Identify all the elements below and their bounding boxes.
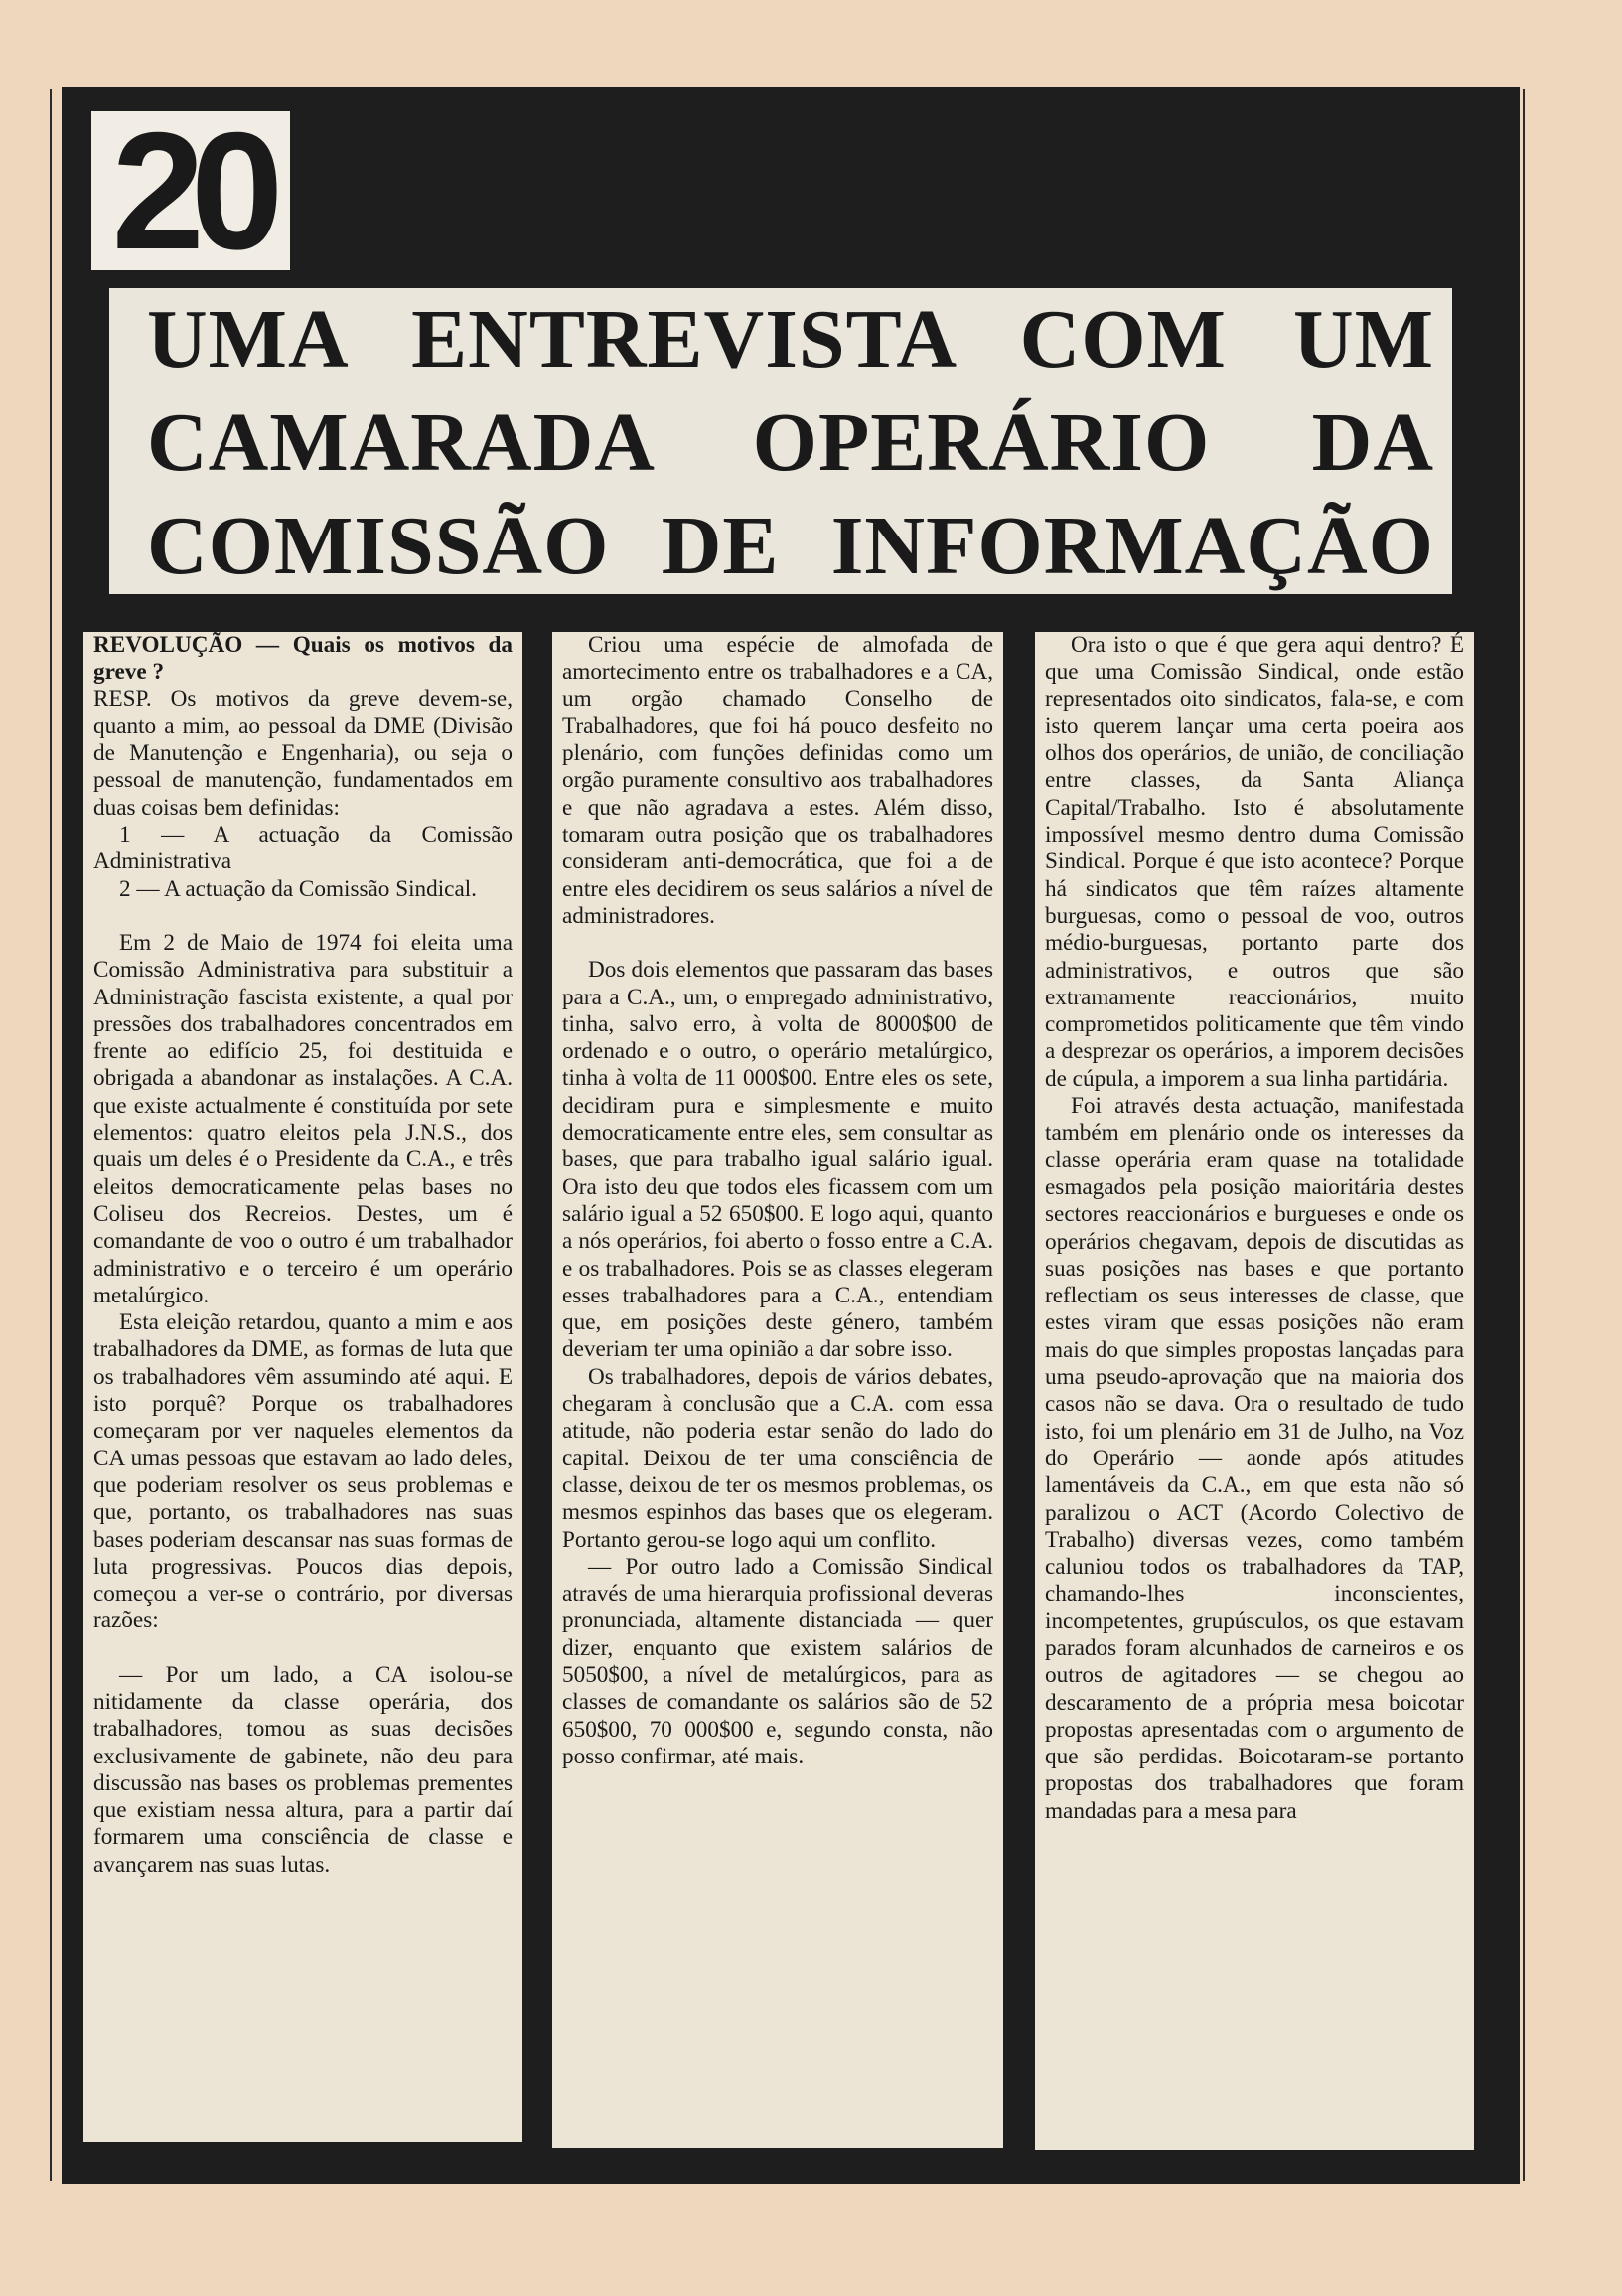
interview-question: REVOLUÇÃO — Quais os motivos da greve ? xyxy=(93,632,513,686)
headline-line-1: UMA ENTREVISTA COM UM xyxy=(147,293,1434,385)
paragraph: Esta eleição retardou, quanto a mim e aos trabalhadores da DME, as formas de luta que os trabalhadores vêm assumindo até aqui. E isto porquê? Porque os trabalhadores começaram por ver naqueles elementos da CA umas pessoas que estavam ao lado deles, que poderiam resolver os seus problemas e que, portanto, os trabalhadores nas suas bases poderiam descansar nas suas formas de luta progressivas. Poucos dias depois, começou a ver-se o contrário, por diversas razões: xyxy=(93,1309,513,1634)
left-margin-rule xyxy=(50,89,52,2181)
paragraph: Foi através desta actuação, manifestada também em plenário onde os interesses da classe operária eram quase na totalidade esmagados pela posição maioritária destes sectores reaccionários e burgueses e onde os operários chegavam, depois de discutidas as suas posições nas bases e que portanto reflectiam os seus interesses de classe, que estes viram que essas posições não eram mais do que simples propostas lançadas para uma pseudo-aprovação que na maioria dos casos não se dava. Ora o resultado de tudo isto, foi um plenário em 31 de Julho, na Voz do Operário — aonde após atitudes lamentáveis da C.A., em que esta não só paralizou o ACT (Acordo Colectivo de Trabalho) diversas vezes, como também caluniou todos os trabalhadores da TAP, chamando-lhes inconscientes, incompetentes, grupúsculos, os que estavam parados foram alcunhados de carneiros e os outros de agitadores — se chegou ao descaramento de a própria mesa boicotar propostas apresentadas com o argumento de que são perdidas. Boicotaram-se portanto propostas dos trabalhadores que foram mandadas para a mesa para xyxy=(1045,1093,1464,1824)
paragraph: Dos dois elementos que passaram das bases para a C.A., um, o empregado administrativo, tinha, salvo erro, à volta de 8000$00 de ordenado e o outro, o operário metalúrgico, tinha à volta de 11 000$00. Entre eles os sete, decidiram pura e simplesmente e muito democraticamente entre eles, sem consultar as bases, que para trabalho igual salário igual. Ora isto deu que todos eles ficassem com um salário igual a 52 650$00. E logo aqui, quanto a nós operários, foi aberto o fosso entre a C.A. e os trabalhadores. Pois se as classes elegeram esses trabalhadores para a C.A., entendiam que, em posições deste género, também deveriam ter uma opinião a dar sobre isso. xyxy=(562,957,993,1363)
headline-line-3: COMISSÃO DE INFORMAÇÃO xyxy=(147,500,1434,592)
paragraph: Ora isto o que é que gera aqui dentro? É que uma Comissão Sindical, onde estão representados oito sindicatos, fala-se, e com isto querem lançar uma certa poeira aos olhos dos operários, de união, de conciliação entre classes, da Santa Aliança Capital/Trabalho. Isto é absolutamente impossível mesmo dentro duma Comissão Sindical. Porque é que isto acontece? Porque há sindicatos que têm raízes altamente burguesas, como o pessoal de voo, outros médio-burguesas, portanto parte dos administrativos, e outros que são extramamente reaccionários, muito comprometidos politicamente que têm vindo a desprezar os operários, a imporem decisões de cúpula, a imporem a sua linha partidária. xyxy=(1045,632,1464,1092)
headline xyxy=(109,288,1452,594)
paragraph: Criou uma espécie de almofada de amortecimento entre os trabalhadores e a CA, um orgão chamado Conselho de Trabalhadores, que foi há pouco desfeito no plenário, com funções definidas como um orgão puramente consultivo aos trabalhadores e que não agradava a estes. Além disso, tomaram outra posição que os trabalhadores consideram anti-democrática, que foi a de entre eles decidirem os seus salários a nível de administradores. xyxy=(562,632,993,929)
list-item-2: 2 — A actuação da Comissão Sindical. xyxy=(119,875,477,902)
paragraph: — Por um lado, a CA isolou-se nitidamente da classe operária, dos trabalhadores, tomou as suas decisões exclusivamente de gabinete, não deu para discussão nas bases os problemas prementes que existiam nessa altura, para a partir daí formarem uma consciência de classe e avançarem nas suas lutas. xyxy=(93,1661,513,1878)
paragraph: Em 2 de Maio de 1974 foi eleita uma Comissão Administrativa para substituir a Administração fascista existente, a qual por pressões dos trabalhadores concentrados em frente ao edifício 25, foi destituida e obrigada a abandonar as instalações. A C.A. que existe actualmente é constituída por sete elementos: quatro eleitos pela J.N.S., dos quais um deles é o Presidente da C.A., e três eleitos democraticamente pelas bases no Coliseu dos Recreios. Destes, um é comandante de voo o outro é um trabalhador administrativo e o terceiro é um operário metalúrgico. xyxy=(93,929,513,1308)
article-column-3 xyxy=(1035,632,1474,2150)
answer-intro: RESP. Os motivos da greve devem-se, quanto a mim, ao pessoal da DME (Divisão de Manutenção e Engenharia), ou seja o pessoal de manutenção, fundamentados em duas coisas bem definidas: xyxy=(93,686,513,821)
right-margin-rule xyxy=(1523,89,1525,2181)
article-column-2 xyxy=(552,632,1003,2148)
headline-line-2: CAMARADA OPERÁRIO DA xyxy=(147,396,1434,489)
article-column-1 xyxy=(83,632,522,2142)
page-number: 20 xyxy=(91,111,290,270)
list-item-1: 1 — A actuação da Comissão Administrativa xyxy=(93,822,513,875)
paragraph: — Por outro lado a Comissão Sindical através de uma hierarquia profissional deveras pronunciada, altamente distanciada — quer dizer, enquanto que existem salários de 5050$00, a nível de metalúrgicos, para as classes de comandante os salários são de 52 650$00, 70 000$00 e, segundo consta, não posso confirmar, até mais. xyxy=(562,1553,993,1769)
paragraph: Os trabalhadores, depois de vários debates, chegaram à conclusão que a C.A. com essa atitude, não poderia estar senão do lado do capital. Deixou de ter uma consciência de classe, deixou de ter os mesmos problemas, os mesmos espinhos das bases que os elegeram. Portanto gerou-se logo aqui um conflito. xyxy=(562,1363,993,1553)
